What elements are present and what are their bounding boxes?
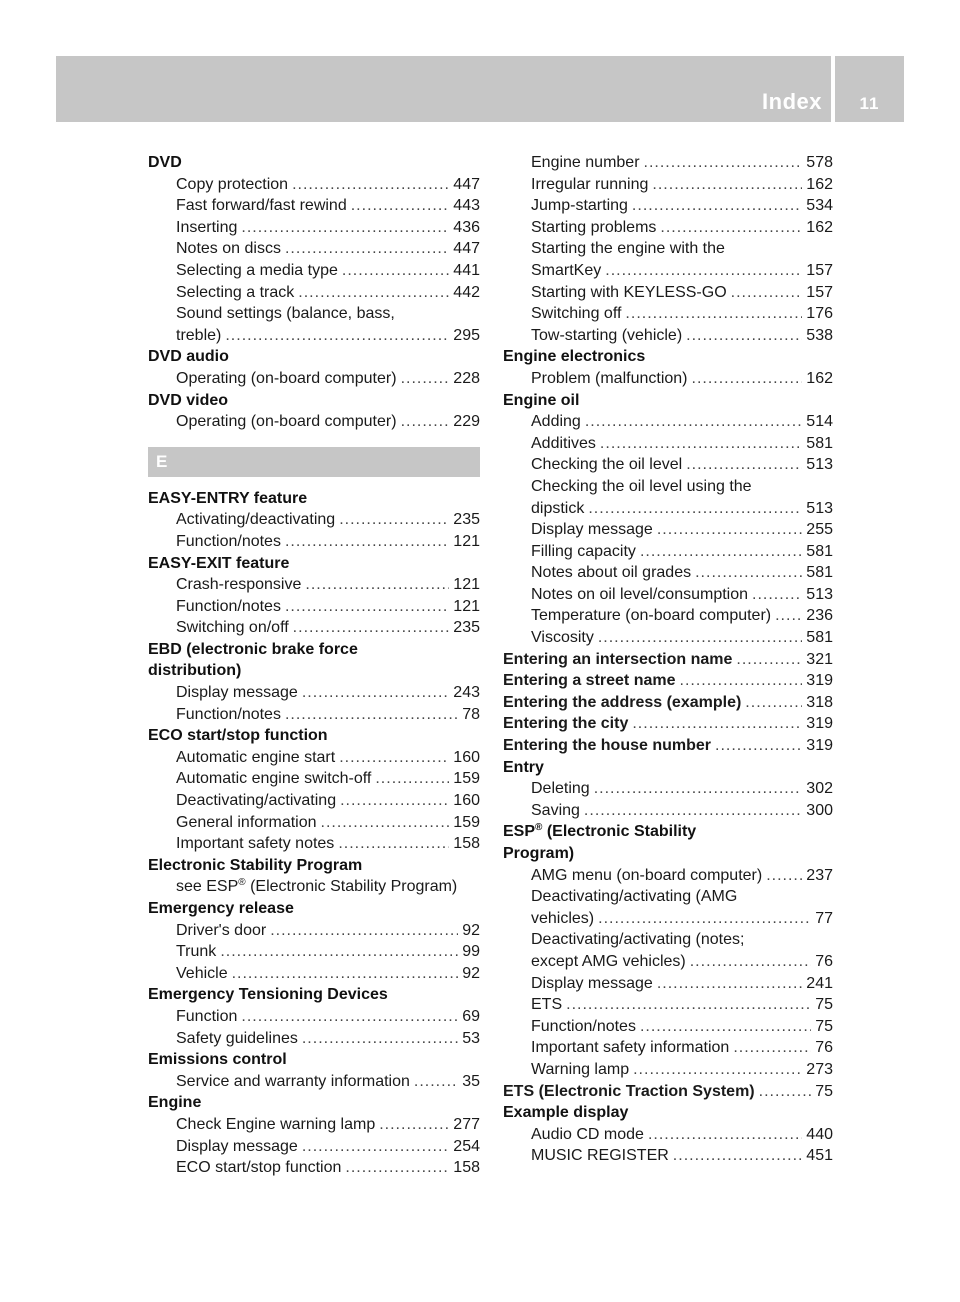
index-heading: Entry xyxy=(503,758,544,776)
index-heading: Engine electronics xyxy=(503,348,646,366)
index-entry: Tow-starting (vehicle) ..... 538 xyxy=(503,325,833,347)
index-entry: dipstick ..... 513 xyxy=(503,498,833,520)
index-entry: MUSIC REGISTER ..... 451 xyxy=(503,1145,833,1167)
index-entry: Starting problems ..... 162 xyxy=(503,217,833,239)
index-column-left xyxy=(148,152,480,1179)
index-entry: Fast forward/fast rewind ..... 443 xyxy=(148,195,480,217)
index-heading: EBD (electronic brake force xyxy=(148,640,358,658)
index-heading: Engine oil xyxy=(503,391,580,409)
section-letter-band: E xyxy=(148,447,480,477)
index-entry: Notes on discs ..... 447 xyxy=(148,238,480,260)
header-title: Index xyxy=(762,89,822,114)
index-entry: Important safety notes ..... 158 xyxy=(148,833,480,855)
index-entry: Operating (on-board computer) ..... 228 xyxy=(148,368,480,390)
index-entry: Temperature (on-board computer) ..... 236 xyxy=(503,605,833,627)
index-entry: Driver's door ..... 92 xyxy=(148,920,480,942)
index-entry: Irregular running ..... 162 xyxy=(503,174,833,196)
index-entry: Checking the oil level ..... 513 xyxy=(503,454,833,476)
index-entry: Warning lamp ..... 273 xyxy=(503,1059,833,1081)
index-entry: Important safety information ..... 76 xyxy=(503,1037,833,1059)
index-entry: treble) ..... 295 xyxy=(148,325,480,347)
index-entry: Switching on/off ..... 235 xyxy=(148,617,480,639)
index-heading: distribution) xyxy=(148,662,242,680)
index-heading: Electronic Stability Program xyxy=(148,856,363,874)
index-entry: Viscosity ..... 581 xyxy=(503,627,833,649)
index-heading-entry: ETS (Electronic Traction System) ..... 75 xyxy=(503,1081,833,1103)
index-heading-entry: Entering the address (example) ..... 318 xyxy=(503,692,833,714)
index-heading: Example display xyxy=(503,1104,629,1122)
index-column-right xyxy=(503,152,833,1167)
index-heading: ECO start/stop function xyxy=(148,727,328,745)
index-entry: Notes about oil grades ..... 581 xyxy=(503,562,833,584)
index-entry: Function/notes ..... 75 xyxy=(503,1016,833,1038)
index-entry-text: Deactivating/activating (AMG xyxy=(531,888,738,906)
index-entry: Problem (malfunction) ..... 162 xyxy=(503,368,833,390)
index-heading: Engine xyxy=(148,1094,202,1112)
index-entry: Switching off ..... 176 xyxy=(503,303,833,325)
index-entry: Saving ..... 300 xyxy=(503,800,833,822)
index-entry: Engine number ..... 578 xyxy=(503,152,833,174)
index-heading-entry: Entering an intersection name ..... 321 xyxy=(503,649,833,671)
index-entry: ECO start/stop function ..... 158 xyxy=(148,1157,480,1179)
index-heading: EASY-EXIT feature xyxy=(148,554,290,572)
index-entry: ETS ..... 75 xyxy=(503,994,833,1016)
index-entry: Jump-starting ..... 534 xyxy=(503,195,833,217)
index-entry: Trunk ..... 99 xyxy=(148,941,480,963)
index-heading: ESP® (Electronic Stability xyxy=(503,822,697,841)
index-entry: Check Engine warning lamp ..... 277 xyxy=(148,1114,480,1136)
index-heading-entry: Entering the city ..... 319 xyxy=(503,713,833,735)
index-entry: Inserting ..... 436 xyxy=(148,217,480,239)
index-entry-text: Checking the oil level using the xyxy=(531,477,752,495)
page-number: 11 xyxy=(859,94,880,113)
index-heading: Emissions control xyxy=(148,1051,287,1069)
index-entry: Automatic engine start ..... 160 xyxy=(148,747,480,769)
index-heading: DVD audio xyxy=(148,348,229,366)
index-entry: Selecting a media type ..... 441 xyxy=(148,260,480,282)
index-entry: Service and warranty information ..... 35 xyxy=(148,1071,480,1093)
index-entry: Adding ..... 514 xyxy=(503,411,833,433)
index-entry: except AMG vehicles) ..... 76 xyxy=(503,951,833,973)
index-entry: Function/notes ..... 121 xyxy=(148,531,480,553)
index-entry: Display message ..... 241 xyxy=(503,973,833,995)
index-entry: Deactivating/activating ..... 160 xyxy=(148,790,480,812)
index-entry: Function/notes ..... 121 xyxy=(148,596,480,618)
index-entry: Display message ..... 255 xyxy=(503,519,833,541)
index-heading: DVD video xyxy=(148,391,229,409)
index-entry: Activating/deactivating ..... 235 xyxy=(148,509,480,531)
index-entry: Audio CD mode ..... 440 xyxy=(503,1124,833,1146)
see-reference: see ESP® (Electronic Stability Program) xyxy=(176,877,458,896)
index-entry: Deleting ..... 302 xyxy=(503,778,833,800)
index-entry: vehicles) ..... 77 xyxy=(503,908,833,930)
index-entry: Display message ..... 243 xyxy=(148,682,480,704)
index-entry: Operating (on-board computer) ..... 229 xyxy=(148,411,480,433)
index-heading: DVD xyxy=(148,154,182,171)
index-entry-text: Starting the engine with the xyxy=(531,240,725,258)
index-entry: Vehicle ..... 92 xyxy=(148,963,480,985)
index-entry: Notes on oil level/consumption ..... 513 xyxy=(503,584,833,606)
index-entry: Filling capacity ..... 581 xyxy=(503,541,833,563)
index-entry: Function ..... 69 xyxy=(148,1006,480,1028)
index-entry: Starting with KEYLESS-GO ..... 157 xyxy=(503,282,833,304)
index-entry: SmartKey ..... 157 xyxy=(503,260,833,282)
index-entry: Copy protection ..... 447 xyxy=(148,174,480,196)
index-entry: Automatic engine switch-off ..... 159 xyxy=(148,768,480,790)
index-entry-text: Sound settings (balance, bass, xyxy=(176,305,395,323)
index-entry: Crash-responsive ..... 121 xyxy=(148,574,480,596)
index-entry-text: Deactivating/activating (notes; xyxy=(531,931,745,949)
index-heading: Emergency Tensioning Devices xyxy=(148,986,388,1004)
index-entry: Selecting a track ..... 442 xyxy=(148,282,480,304)
index-entry: Safety guidelines ..... 53 xyxy=(148,1028,480,1050)
index-entry: Function/notes ..... 78 xyxy=(148,704,480,726)
index-heading-entry: Entering a street name ..... 319 xyxy=(503,670,833,692)
index-entry: AMG menu (on-board computer) ..... 237 xyxy=(503,865,833,887)
index-heading-entry: Entering the house number ..... 319 xyxy=(503,735,833,757)
index-entry: Display message ..... 254 xyxy=(148,1136,480,1158)
index-heading: Program) xyxy=(503,845,575,862)
index-entry: Additives ..... 581 xyxy=(503,433,833,455)
index-entry: General information ..... 159 xyxy=(148,812,480,834)
index-heading: EASY-ENTRY feature xyxy=(148,489,308,507)
index-heading: Emergency release xyxy=(148,900,294,917)
